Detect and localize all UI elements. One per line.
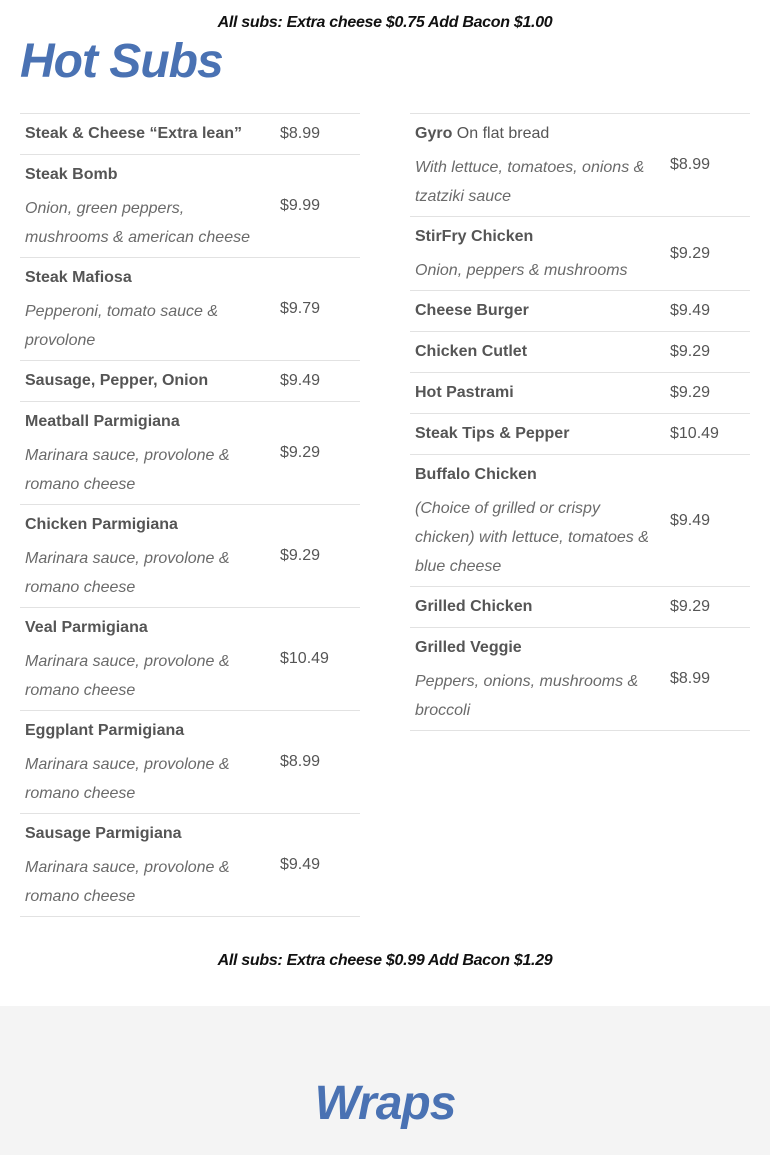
menu-item-name (25, 814, 270, 849)
menu-item-price: $9.29 (670, 384, 711, 401)
menu-item-row (410, 332, 750, 373)
menu-item-row (410, 587, 750, 628)
menu-item-price: $8.99 (670, 670, 711, 687)
bottom-addon-note: All subs: Extra cheese $0.99 Add Bacon $1.29 (217, 952, 553, 969)
menu-item-row (410, 628, 750, 731)
menu-item-title: Steak & Cheese “Extra lean” (25, 125, 242, 142)
menu-item-row (20, 505, 360, 608)
menu-item-name (415, 373, 660, 413)
menu-item-title: Grilled Veggie (415, 639, 522, 656)
menu-item-title: Chicken Parmigiana (25, 516, 178, 533)
menu-item-info (20, 505, 275, 608)
menu-item-row (410, 291, 750, 332)
menu-item-name (415, 455, 660, 490)
menu-item-info (410, 373, 665, 414)
menu-item-description: Pepperoni, tomato sauce & provolone (25, 303, 219, 349)
menu-item-name (415, 628, 660, 663)
menu-item-row (20, 608, 360, 711)
menu-item-description: Marinara sauce, provolone & romano cheese (25, 859, 230, 905)
menu-item-name (25, 505, 270, 540)
menu-item-price: $9.29 (280, 547, 321, 564)
menu-item-info (20, 258, 275, 361)
menu-item-title: Chicken Cutlet (415, 343, 528, 360)
wraps-section (0, 1006, 770, 1155)
menu-item-price: $9.49 (280, 372, 321, 389)
menu-item-name (415, 291, 660, 331)
menu-item-description: Onion, green peppers, mushrooms & american cheese (25, 200, 250, 246)
menu-item-price: $10.49 (280, 650, 329, 667)
top-addon-note: All subs: Extra cheese $0.75 Add Bacon $1.00 (217, 14, 553, 31)
menu-item-price: $8.99 (280, 125, 321, 142)
menu-item-name (25, 114, 270, 154)
right-menu-column (410, 113, 750, 731)
menu-item-title: Eggplant Parmigiana (25, 722, 185, 739)
menu-item-row (410, 373, 750, 414)
left-menu-table (20, 113, 360, 917)
menu-item-row (20, 155, 360, 258)
menu-item-description: (Choice of grilled or crispy chicken) with lettuce, tomatoes & blue cheese (415, 500, 649, 575)
menu-item-info (410, 455, 665, 587)
menu-item-row (410, 217, 750, 291)
menu-item-name (415, 217, 660, 252)
menu-item-name (415, 587, 660, 627)
menu-item-description: Marinara sauce, provolone & romano cheese (25, 447, 230, 493)
menu-item-description: Peppers, onions, mushrooms & broccoli (415, 673, 639, 719)
menu-item-row (410, 455, 750, 587)
menu-item-price: $9.29 (670, 343, 711, 360)
menu-item-row (20, 361, 360, 402)
menu-item-title: Hot Pastrami (415, 384, 514, 401)
menu-item-title: StirFry Chicken (415, 228, 534, 245)
menu-item-title: Steak Mafiosa (25, 269, 132, 286)
hot-subs-title: Hot Subs (20, 35, 223, 88)
menu-item-description: Marinara sauce, provolone & romano cheese (25, 756, 230, 802)
menu-item-description: Onion, peppers & mushrooms (415, 262, 628, 279)
menu-item-info (410, 217, 665, 291)
menu-item-row (20, 814, 360, 917)
menu-item-title: Cheese Burger (415, 302, 529, 319)
menu-item-title: Steak Tips & Pepper (415, 425, 570, 442)
menu-item-price: $9.49 (280, 856, 321, 873)
menu-item-price: $9.79 (280, 300, 321, 317)
menu-item-info (20, 114, 275, 155)
menu-item-title: Sausage, Pepper, Onion (25, 372, 209, 389)
menu-item-name (25, 711, 270, 746)
menu-item-title: Steak Bomb (25, 166, 118, 183)
menu-item-name (415, 414, 660, 454)
wraps-title: Wraps (314, 1077, 456, 1130)
right-menu-table (410, 113, 750, 731)
menu-item-info (410, 587, 665, 628)
menu-item-info (410, 291, 665, 332)
menu-item-info (410, 628, 665, 731)
menu-item-title: Sausage Parmigiana (25, 825, 182, 842)
menu-item-price: $9.29 (670, 598, 711, 615)
menu-item-title: Grilled Chicken (415, 598, 533, 615)
menu-item-row (20, 711, 360, 814)
menu-item-title: Veal Parmigiana (25, 619, 148, 636)
menu-item-price: $9.29 (670, 244, 711, 262)
menu-item-name (415, 332, 660, 372)
menu-item-price: $9.99 (280, 197, 321, 214)
menu-item-row (20, 402, 360, 505)
menu-item-title: Meatball Parmigiana (25, 413, 180, 430)
menu-item-name (25, 608, 270, 643)
menu-item-info (20, 608, 275, 711)
menu-item-price: $9.29 (280, 444, 321, 461)
menu-item-description: Marinara sauce, provolone & romano cheese (25, 653, 230, 699)
menu-item-name (25, 155, 270, 190)
left-menu-column (20, 113, 360, 917)
menu-item-name (415, 114, 660, 149)
menu-item-name (25, 361, 270, 401)
menu-item-price: $9.49 (670, 511, 711, 529)
menu-item-info (410, 114, 665, 217)
menu-item-row (410, 414, 750, 455)
menu-item-info (20, 155, 275, 258)
menu-item-info (410, 332, 665, 373)
menu-item-info (20, 402, 275, 505)
menu-item-title: Buffalo Chicken (415, 466, 537, 483)
menu-item-title: Gyro (415, 125, 453, 142)
menu-item-name (25, 258, 270, 293)
menu-item-price: $9.49 (670, 302, 711, 319)
menu-item-info (20, 361, 275, 402)
menu-item-row (410, 114, 750, 217)
menu-item-price: $8.99 (280, 753, 321, 770)
menu-item-description: Marinara sauce, provolone & romano cheese (25, 550, 230, 596)
menu-item-price: $8.99 (670, 156, 711, 173)
menu-item-row (20, 258, 360, 361)
menu-item-price: $10.49 (670, 425, 719, 442)
menu-item-info (20, 711, 275, 814)
menu-item-row (20, 114, 360, 155)
menu-item-description: With lettuce, tomatoes, onions & tzatziki sauce (415, 159, 645, 205)
menu-item-subtitle: On flat bread (452, 125, 550, 142)
menu-item-info (20, 814, 275, 917)
menu-item-name (25, 402, 270, 437)
menu-item-info (410, 414, 665, 455)
